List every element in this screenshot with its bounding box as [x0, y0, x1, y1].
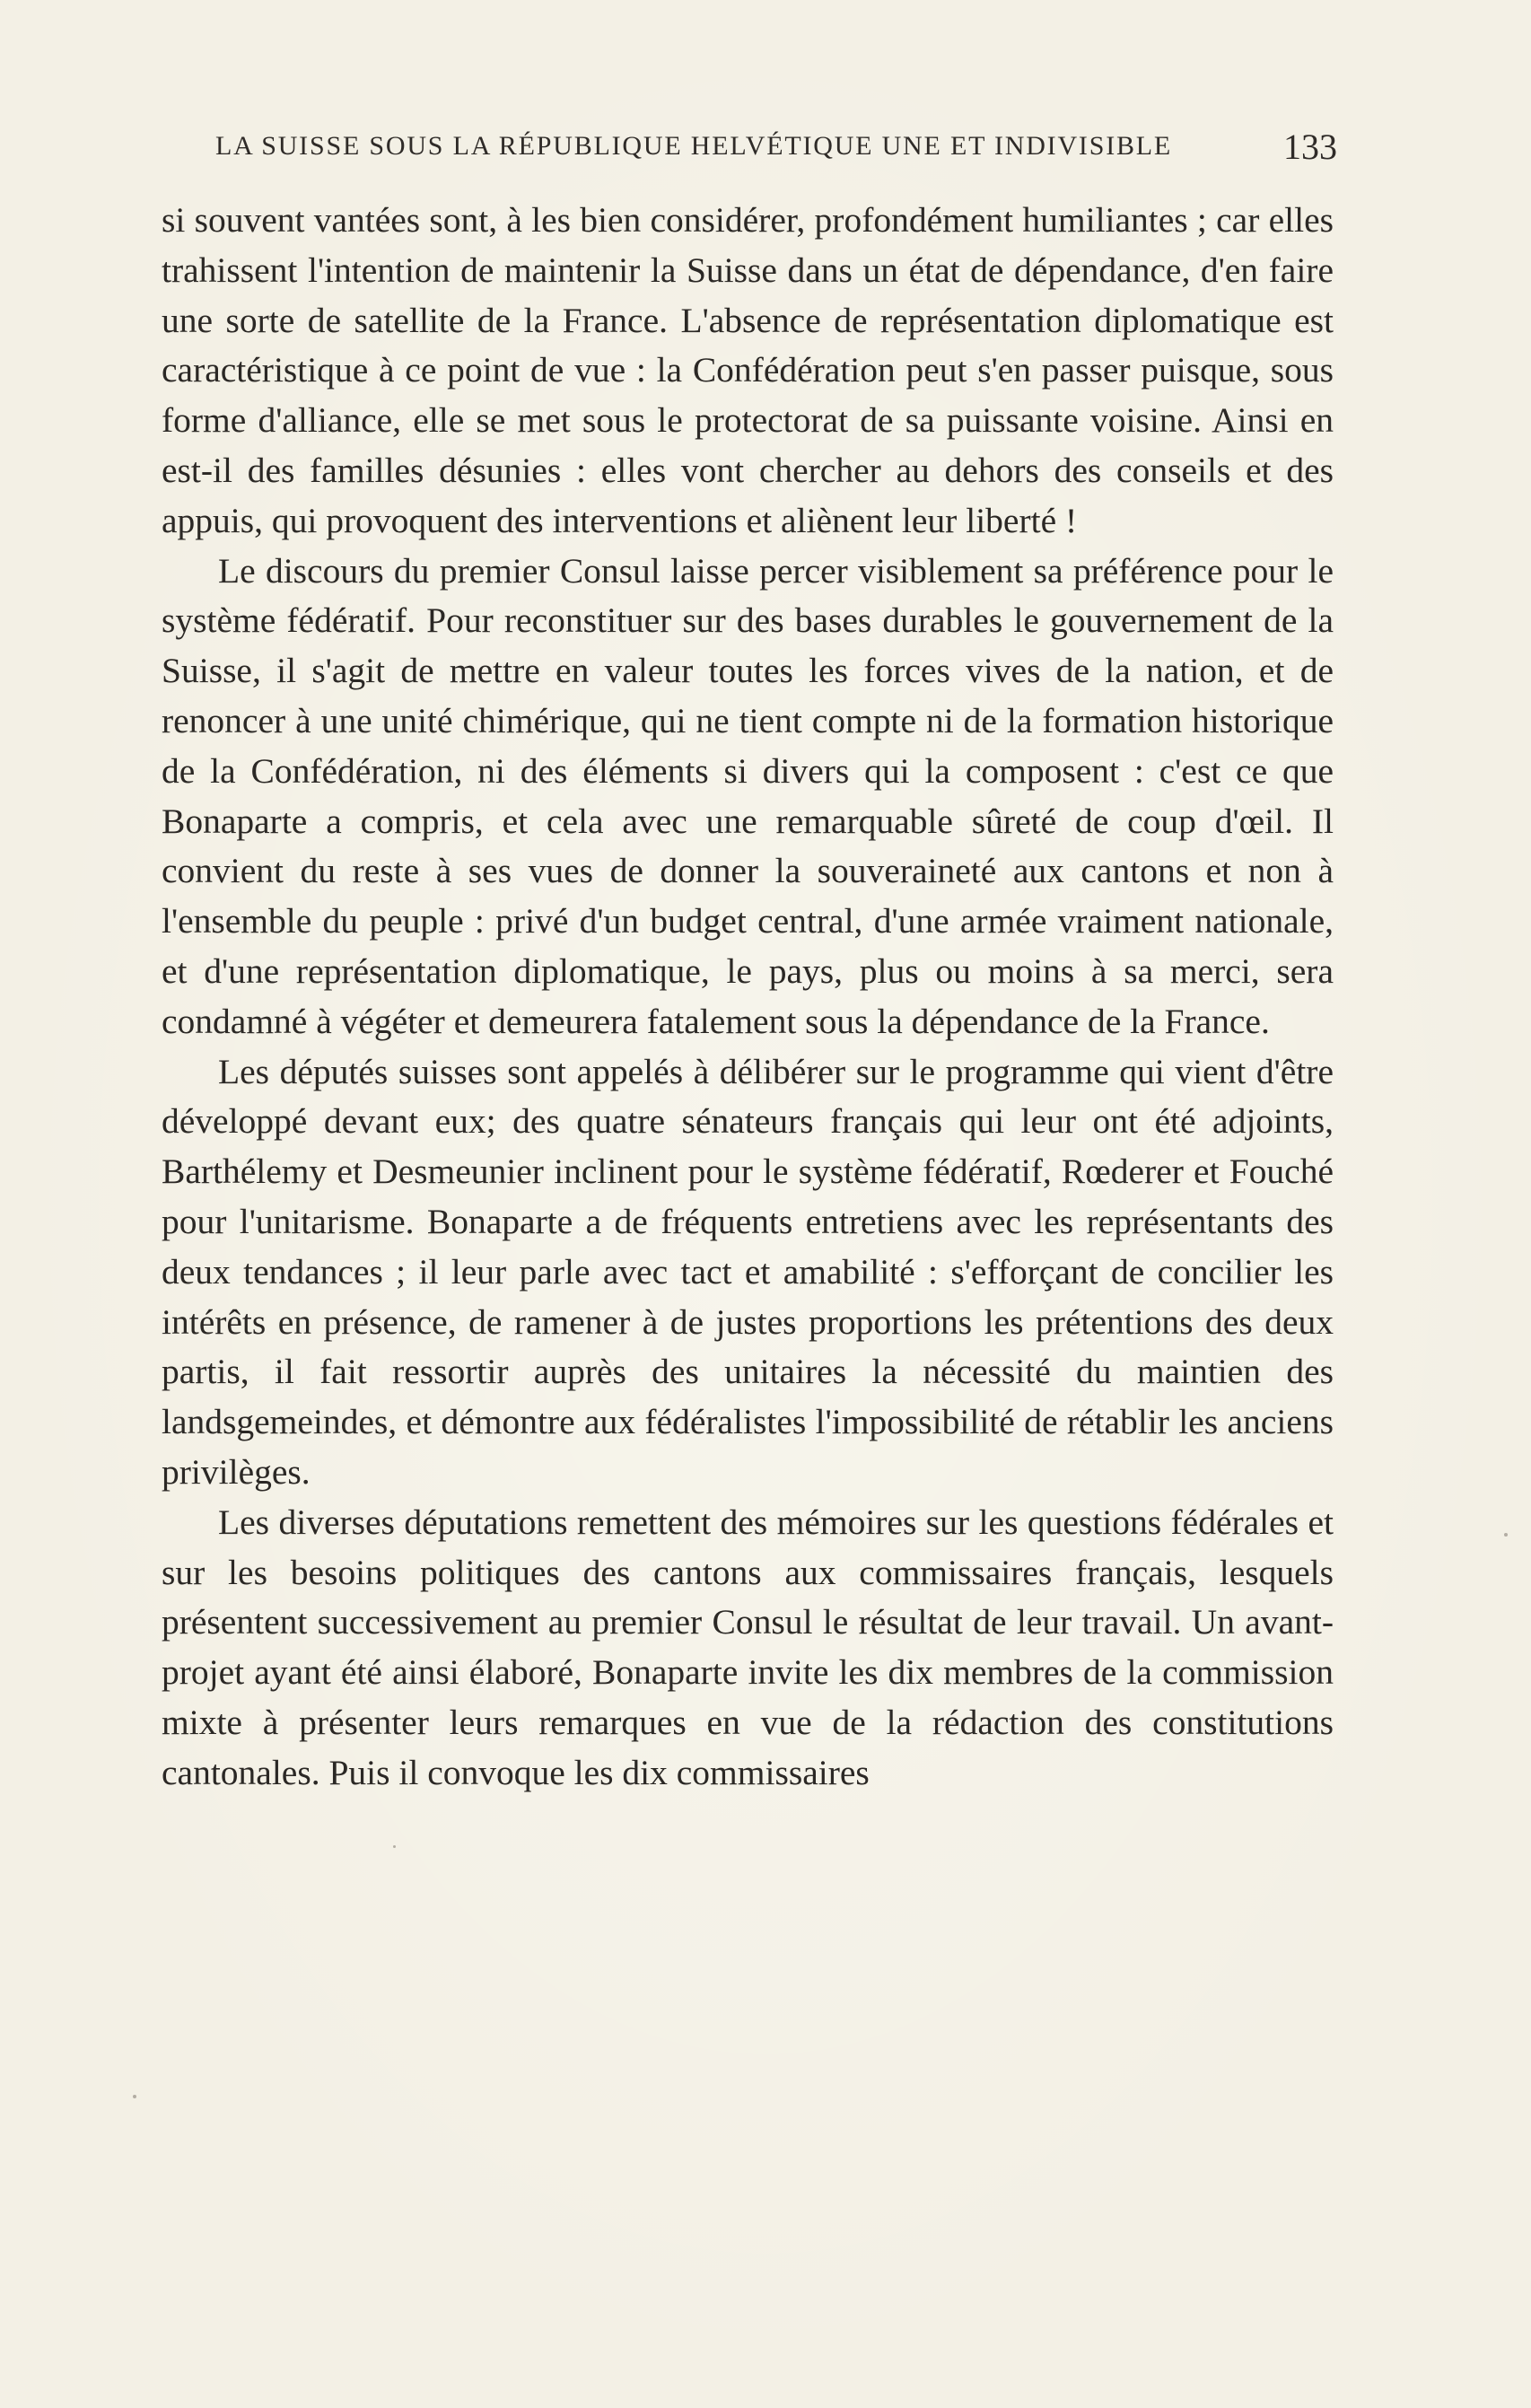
running-head-title: LA SUISSE SOUS LA RÉPUBLIQUE HELVÉTIQUE UNE ET INDIVISIBLE: [215, 131, 1173, 161]
paper-speck: [1504, 1533, 1508, 1537]
paragraph-deputations: Les diverses députations remettent des mémoires sur les questions fédérales et sur les besoins politiques des cantons aux commissaires français, lesquels présentent successivement au premier Consul le résultat de leur travail. Un avant-projet ayant été ainsi élaboré, Bonaparte invite les dix membres de la commission mixte à présenter leurs remarques en vue de la rédaction des constitutions cantonales. Puis il convoque les dix commissaires: [162, 1502, 1334, 1792]
body-text: [162, 196, 1334, 1799]
paper-speck: [393, 1845, 396, 1848]
paragraph-deputes-suisses: Les députés suisses sont appelés à délibérer sur le programme qui vient d'être développé devant eux; des quatre sénateurs français qui leur ont été adjoints, Barthélemy et Desmeunier inclinent pour le système fédératif, Rœderer et Fouché pour l'unitarisme. Bonaparte a de fréquents entretiens avec les représentants des deux tendances ; il leur parle avec tact et amabilité : s'efforçant de concilier les intérêts en présence, de ramener à de justes proportions les prétentions des deux partis, il fait ressortir auprès des unitaires la nécessité du maintien des landsgemeindes, et démontre aux fédéralistes l'impossibilité de rétablir les anciens privilèges.: [162, 1051, 1334, 1492]
paragraph-continued: si souvent vantées sont, à les bien considérer, profondément humiliantes ; car elles trahissent l'intention de maintenir la Suisse dans un état de dépendance, d'en faire une sorte de satellite de la France. L'absence de représentation diplomatique est caractéristique à ce point de vue : la Confédération peut s'en passer puisque, sous forme d'alliance, elle se met sous le protectorat de sa puissante voisine. Ainsi en est-il des familles désunies : elles vont chercher au dehors des conseils et des appuis, qui provoquent des interventions et aliènent leur liberté !: [162, 200, 1334, 540]
paragraph-premier-consul: Le discours du premier Consul laisse percer visiblement sa préférence pour le système fédératif. Pour reconstituer sur des bases durables le gouvernement de la Suisse, il s'agit de mettre en valeur toutes les forces vives de la nation, et de renoncer à une unité chimérique, qui ne tient compte ni de la formation historique de la Confédération, ni des éléments si divers qui la composent : c'est ce que Bonaparte a compris, et cela avec une remarquable sûreté de coup d'œil. Il convient du reste à ses vues de donner la souveraineté aux cantons et non à l'ensemble du peuple : privé d'un budget central, d'une armée vraiment nationale, et d'une représentation diplomatique, le pays, plus ou moins à sa merci, sera condamné à végéter et demeurera fatalement sous la dépendance de la France.: [162, 550, 1334, 1041]
page-number: 133: [1283, 127, 1337, 167]
paper-speck: [133, 2095, 136, 2098]
running-head: [215, 126, 1337, 172]
